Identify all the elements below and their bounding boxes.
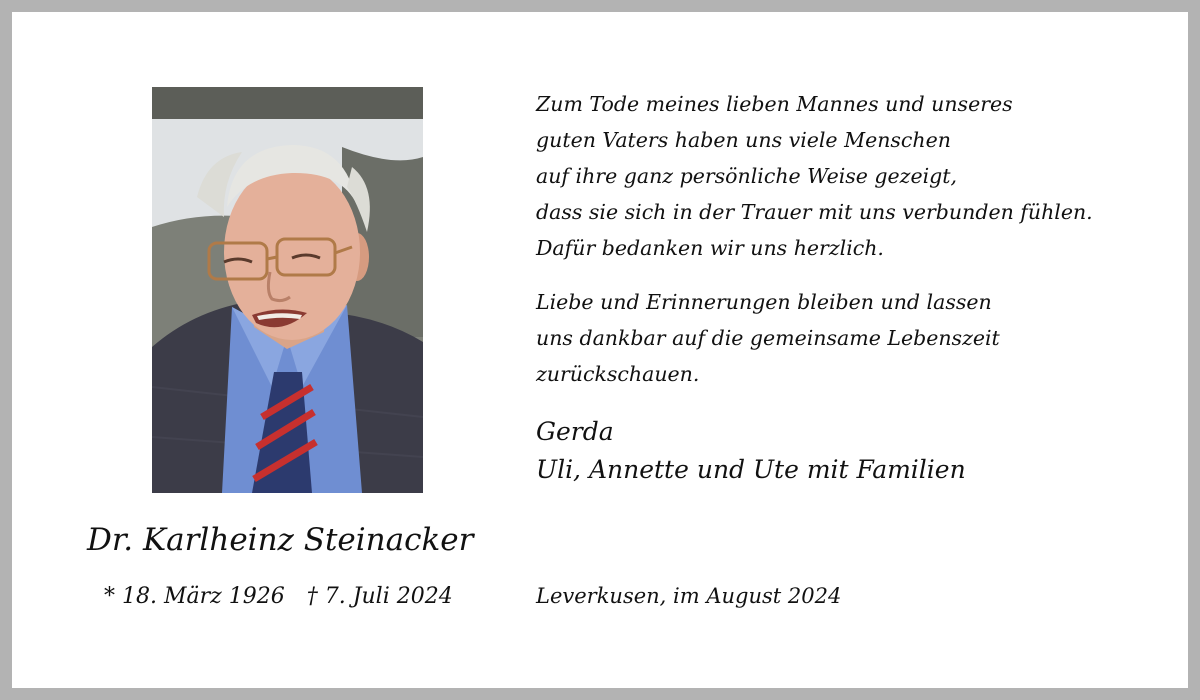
- text-line: Zum Tode meines lieben Mannes und unseres: [536, 92, 1013, 116]
- place-and-date: Leverkusen, im August 2024: [536, 584, 842, 608]
- text-line: Liebe und Erinnerungen bleiben und lassen: [536, 290, 992, 314]
- text-line: uns dankbar auf die gemeinsame Lebenszeit: [536, 326, 1000, 350]
- life-dates: [104, 584, 453, 609]
- deceased-name: Dr. Karlheinz Steinacker: [87, 522, 474, 558]
- text-line: dass sie sich in der Trauer mit uns verbunden fühlen.: [536, 200, 1093, 224]
- signature-line: Gerda: [536, 417, 614, 446]
- portrait-photo: [152, 87, 423, 493]
- memories-paragraph: [536, 284, 1000, 392]
- death-date: † 7. Juli 2024: [306, 584, 453, 609]
- signature-line: Uli, Annette und Ute mit Familien: [536, 455, 966, 484]
- birth-date: * 18. März 1926: [104, 584, 285, 609]
- thanks-paragraph: [536, 86, 1093, 266]
- signatures: [536, 413, 966, 489]
- text-line: zurückschauen.: [536, 362, 700, 386]
- text-line: guten Vaters haben uns viele Menschen: [536, 128, 951, 152]
- memorial-card: [12, 12, 1188, 688]
- text-line: Dafür bedanken wir uns herzlich.: [536, 236, 884, 260]
- text-line: auf ihre ganz persönliche Weise gezeigt,: [536, 164, 958, 188]
